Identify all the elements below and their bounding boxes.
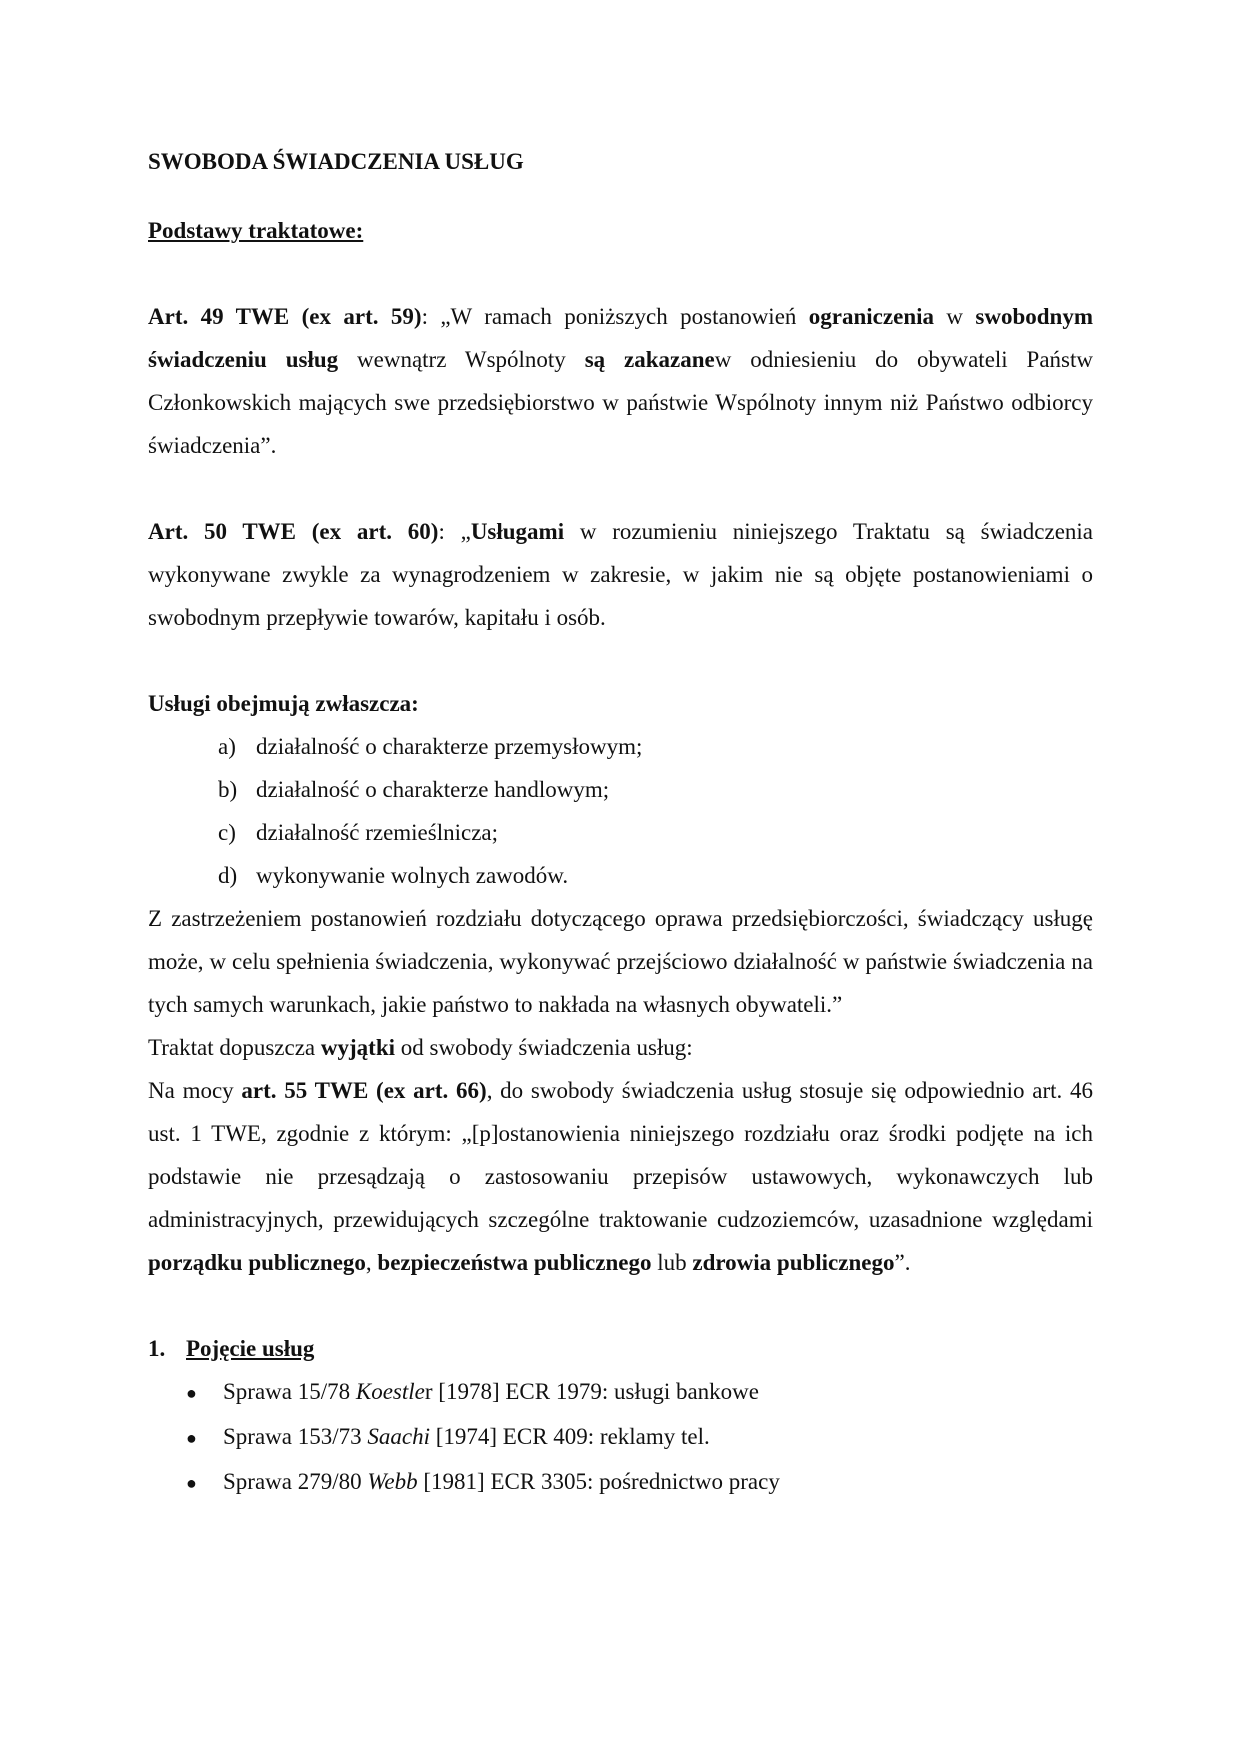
art55-bold-3: bezpieczeństwa publicznego (377, 1250, 652, 1275)
list-item-label: d) (218, 863, 238, 888)
services-list (148, 725, 1093, 897)
list-item (218, 811, 1093, 854)
art50-text-2: w rozumieniu niniejszego Traktatu są świadczenia wykonywane zwykle za wynagrodzeniem w zakresie, w jakim nie są objęte postanowieniami o swobodnym przepływie towarów, kapitału i osób. (148, 519, 1093, 630)
exceptions-bold: wyjątki (320, 1035, 396, 1060)
section-1-heading (148, 1327, 1093, 1370)
art55-bold-4: zdrowia publicznego (692, 1250, 895, 1275)
art55-bold-1: art. 55 TWE (ex art. 66) (241, 1078, 487, 1103)
bullet-icon: ● (186, 1428, 197, 1448)
list-item-text: działalność rzemieślnicza; (256, 820, 499, 845)
art49-text-2: w (934, 304, 976, 329)
art49-text-4: w odniesieniu do obywateli Państw Członkowskich mających swe przedsiębiorstwo w państwie Wspólnoty innym niż Państwo odbiorcy świadczenia”. (148, 347, 1094, 458)
art55-text-3: , (365, 1250, 378, 1275)
section-basis-heading (148, 209, 1093, 252)
document-page (148, 140, 1093, 1505)
case-text: Sprawa 279/80 Webb [1981] ECR 3305: pośrednictwo pracy (223, 1469, 780, 1494)
section-basis-text: Podstawy traktatowe: (148, 218, 364, 243)
art55-text-4: lub (651, 1250, 693, 1275)
list-item (218, 768, 1093, 811)
art49-bold-2: swobodnym świadczeniu usług (148, 304, 1093, 372)
list-item (218, 725, 1093, 768)
art49-ref: Art. 49 TWE (ex art. 59) (148, 304, 422, 329)
art49-bold-1: ograniczenia (808, 304, 934, 329)
list-item-text: działalność o charakterze przemysłowym; (256, 734, 643, 759)
art55-text-2: , do swobody świadczenia usług stosuje się odpowiednio art. 46 ust. 1 TWE, zgodnie z którym: „[p]ostanowienia niniejszego rozdziału oraz środki podjęte na ich podstawie nie przesądzają o zastosowaniu przepisów ustawowych, wykonawczych lub administracyjnych, przewidujących szczególne traktowanie cudzoziemców, uzasadnione względami (148, 1078, 1093, 1232)
services-heading (148, 682, 1093, 725)
art55-text-1: Na mocy (148, 1078, 242, 1103)
document-title: SWOBODA ŚWIADCZENIA USŁUG (148, 149, 524, 174)
list-item-text: działalność o charakterze handlowym; (256, 777, 610, 802)
reservation-paragraph: Z zastrzeżeniem postanowień rozdziału dotyczącego oprawa przedsiębiorczości, świadczący usługę może, w celu spełnienia świadczenia, wykonywać przejściowo działalność w państwie świadczenia na tych samych warunkach, jakie państwo to nakłada na własnych obywateli.” (148, 906, 1093, 1017)
case-text: Sprawa 153/73 Saachi [1974] ECR 409: reklamy tel. (223, 1424, 710, 1449)
case-text: Sprawa 15/78 Koestler [1978] ECR 1979: usługi bankowe (223, 1379, 759, 1404)
list-item-label: b) (218, 777, 238, 802)
art50-bold-1: Usługami (470, 519, 565, 544)
art49-bold-3: są zakazane (584, 347, 715, 372)
bullet-icon: ● (186, 1383, 197, 1403)
exceptions-text-1: Traktat dopuszcza (148, 1035, 321, 1060)
list-item (186, 1460, 1093, 1505)
list-item (186, 1415, 1093, 1460)
art50-paragraph (148, 510, 1093, 639)
services-heading-text: Usługi obejmują zwłaszcza: (148, 691, 419, 716)
bullet-icon: ● (186, 1473, 197, 1493)
cases-list (148, 1370, 1093, 1505)
art50-ref: Art. 50 TWE (ex art. 60) (148, 519, 439, 544)
list-item (186, 1370, 1093, 1415)
exceptions-text-2: od swobody świadczenia usług: (395, 1035, 693, 1060)
art55-text-5: ”. (894, 1250, 911, 1275)
list-item-text: wykonywanie wolnych zawodów. (256, 863, 569, 888)
art50-text-1: : „ (438, 519, 471, 544)
exceptions-paragraph (148, 1026, 1093, 1069)
art49-paragraph (148, 295, 1093, 467)
list-item (218, 854, 1093, 897)
section-1-title: Pojęcie usług (186, 1336, 315, 1361)
list-item-label: c) (218, 820, 236, 845)
art55-bold-2: porządku publicznego (148, 1250, 366, 1275)
list-item-label: a) (218, 734, 236, 759)
art49-text-1: : „W ramach poniższych postanowień (421, 304, 809, 329)
art55-paragraph (148, 1069, 1093, 1284)
section-1-number: 1. (148, 1336, 166, 1361)
art49-text-3: wewnątrz Wspólnoty (338, 347, 585, 372)
